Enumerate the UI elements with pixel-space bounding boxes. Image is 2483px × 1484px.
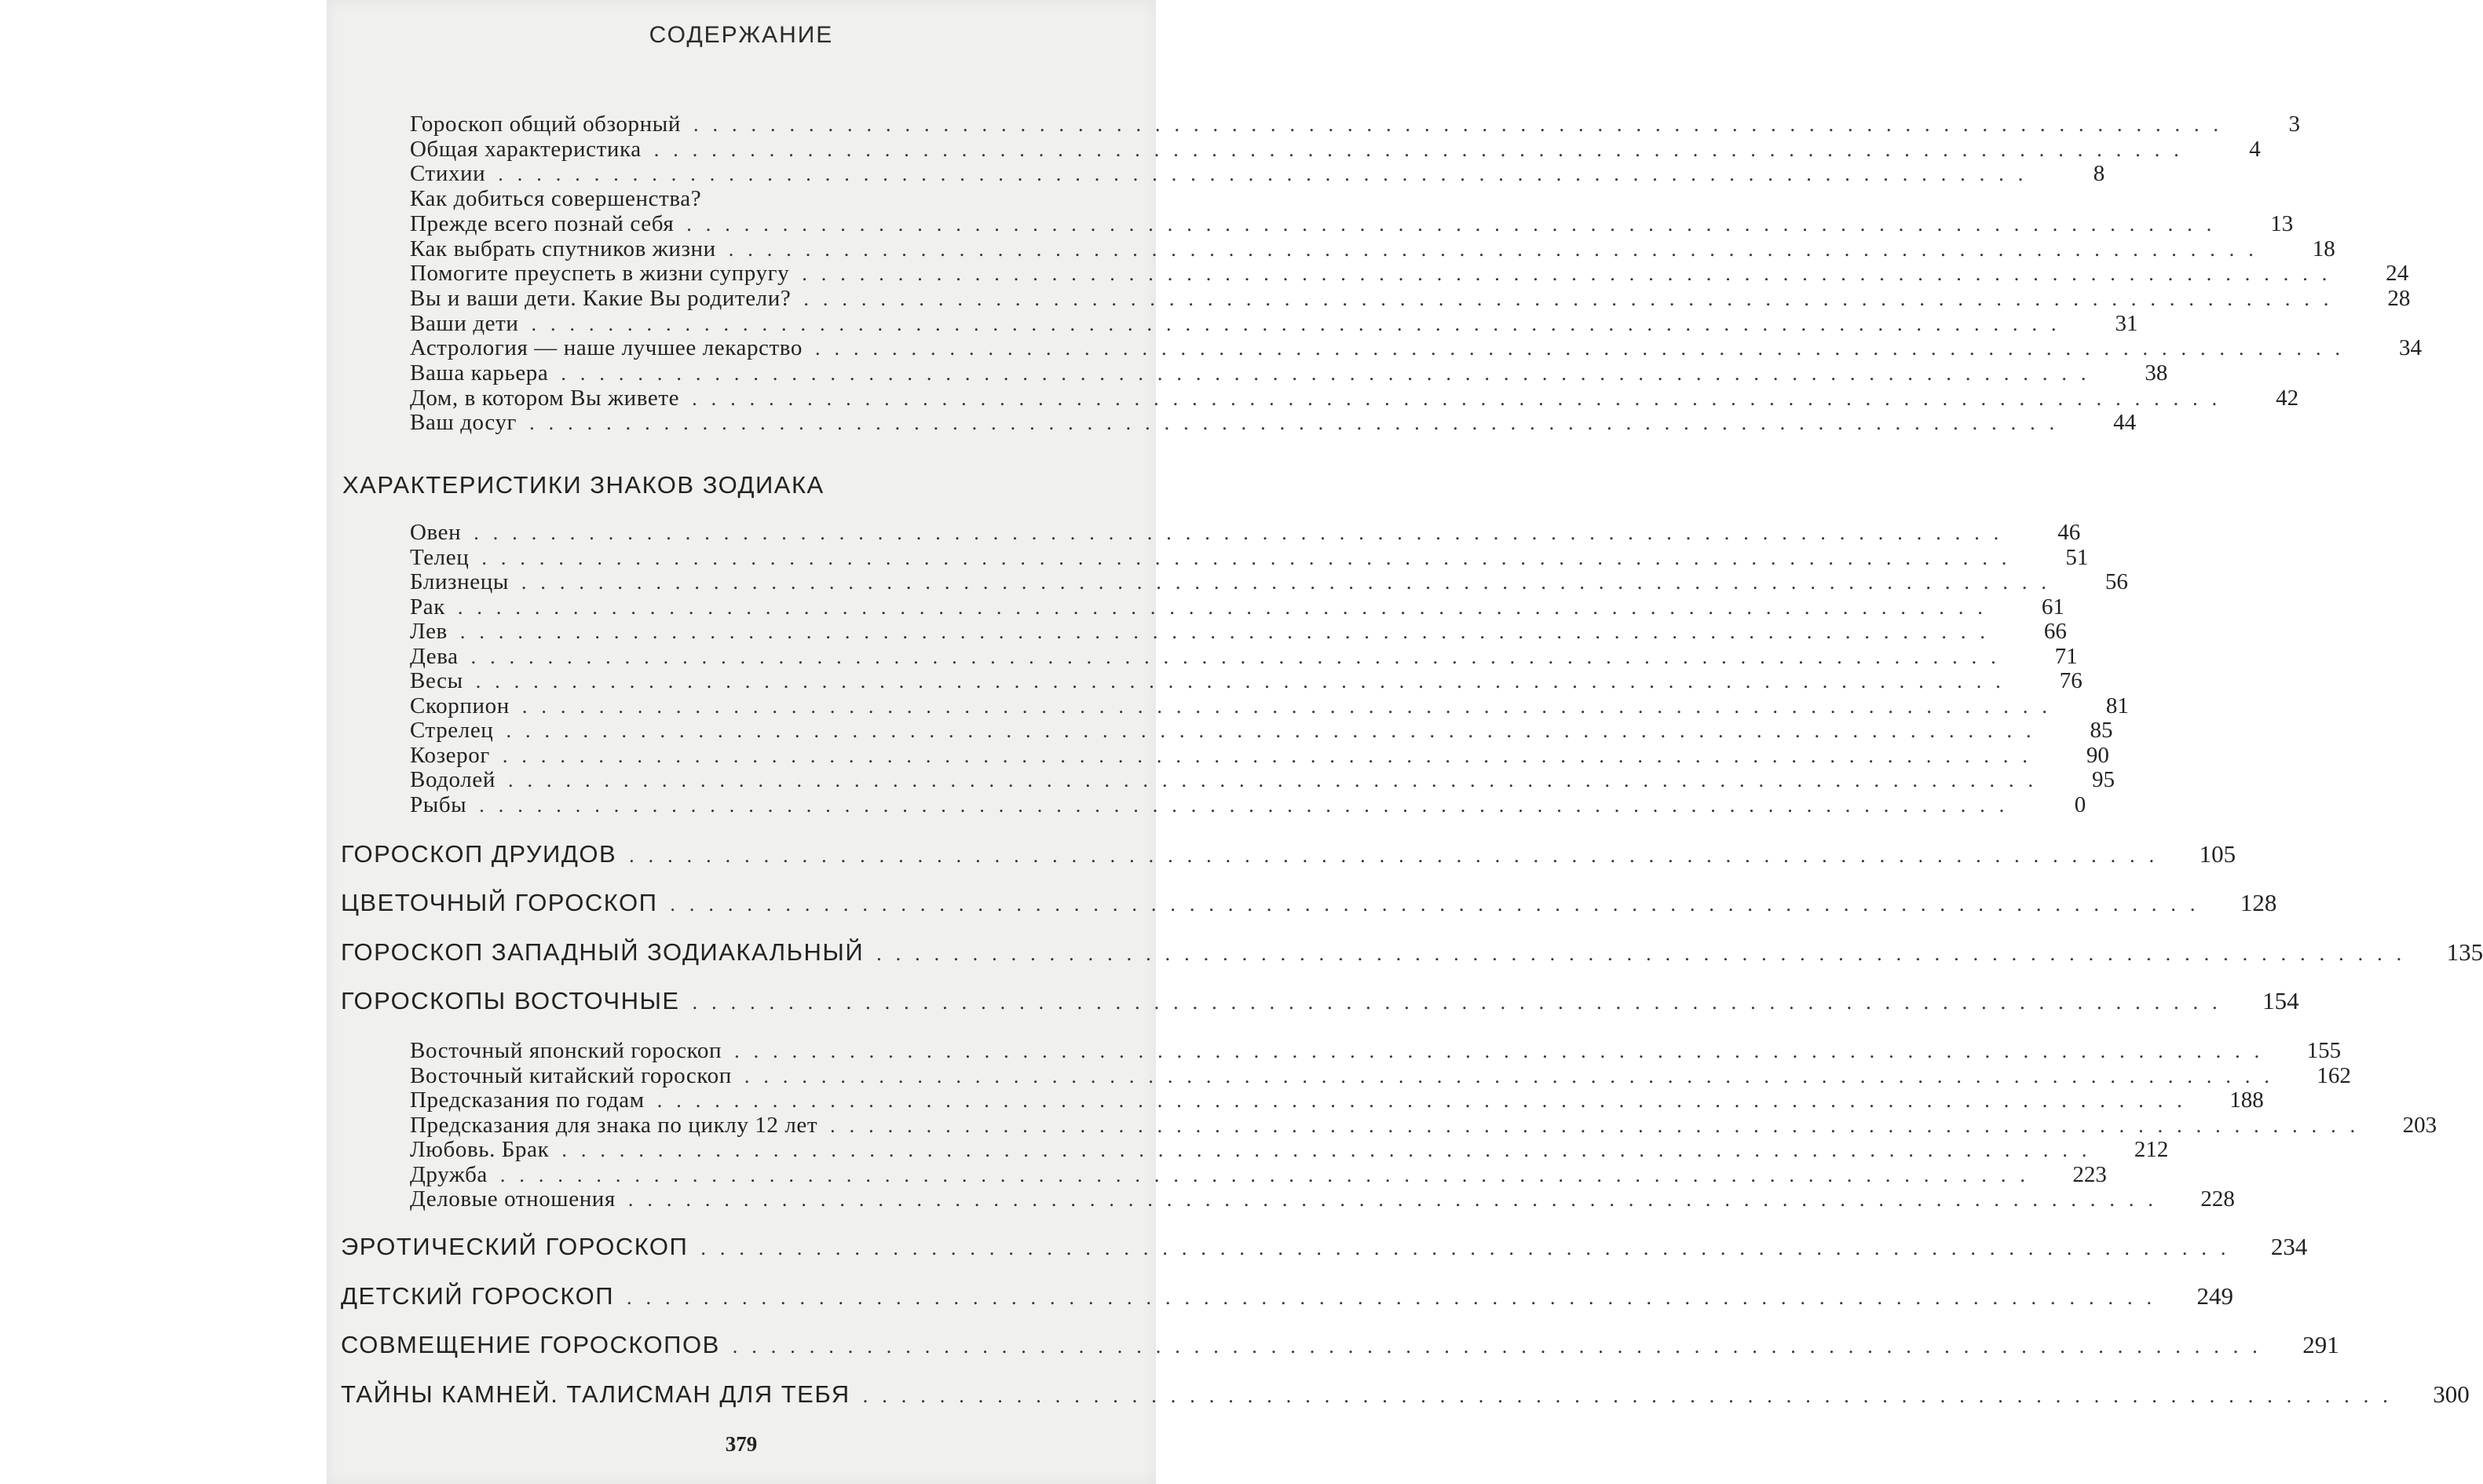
- toc-entry-page: 105: [2199, 840, 2236, 868]
- toc-entry-title: Стрелец: [410, 718, 494, 743]
- toc-entry-title: Водолей: [410, 767, 496, 792]
- dot-leader: ................................................................................: [686, 212, 2226, 236]
- toc-entry-page: 51: [2065, 544, 2089, 570]
- toc-entry: [410, 1087, 2264, 1113]
- toc-entry-title: Предсказания для знака по циклу 12 лет: [410, 1112, 818, 1138]
- dot-leader: ................................................................................: [521, 571, 2061, 594]
- toc-entry: [410, 161, 2105, 187]
- toc-entry: [410, 111, 2300, 137]
- toc-entry-title: Астрология — наше лучшее лекарство: [410, 335, 803, 361]
- toc-entry: [410, 668, 2083, 693]
- toc-entry: [410, 410, 2137, 436]
- toc-entry-page: 8: [2093, 161, 2105, 187]
- toc-entry: [410, 594, 2064, 620]
- dot-leader: ................................................................................: [728, 237, 2268, 261]
- toc-entry-page: 95: [2091, 767, 2115, 792]
- toc-entry-page: 28: [2387, 285, 2411, 311]
- toc-entry-page: 90: [2086, 742, 2109, 768]
- dot-leader: ................................................................................: [561, 362, 2101, 385]
- toc-entry-page: 76: [2059, 668, 2083, 693]
- toc-entry-title: Прежде всего познай себя: [410, 210, 675, 236]
- dot-leader: ................................................................................: [475, 670, 2015, 693]
- dot-leader: ................................................................................: [529, 411, 2069, 435]
- toc-entry: [410, 520, 2081, 545]
- dot-leader: ................................................................................: [629, 844, 2169, 867]
- toc-entry-page: 71: [2054, 643, 2078, 669]
- toc-entry-page: 155: [2306, 1038, 2342, 1063]
- toc-entry: [341, 938, 2483, 967]
- dot-leader: ................................................................................: [692, 386, 2232, 410]
- toc-entry: [410, 643, 2078, 669]
- toc-entry: [410, 261, 2409, 287]
- toc-entry-page: 135: [2446, 938, 2483, 966]
- toc-entry-page: 203: [2402, 1112, 2437, 1138]
- toc-entry-title: ГОРОСКОП ЗАПАДНЫЙ ЗОДИАКАЛЬНЫЙ: [341, 938, 865, 966]
- toc-entry-title: Как выбрать спутников жизни: [410, 236, 716, 261]
- dot-leader: ................................................................................: [830, 1113, 2370, 1137]
- toc-entry-page: 249: [2196, 1281, 2233, 1310]
- toc-entry: [410, 1137, 2169, 1162]
- toc-entry-title: ЭРОТИЧЕСКИЙ ГОРОСКОП: [341, 1233, 689, 1260]
- toc-entry-title: ДЕТСКИЙ ГОРОСКОП: [341, 1281, 614, 1310]
- dot-leader: ................................................................................: [502, 744, 2042, 767]
- dot-leader: ................................................................................: [470, 645, 2010, 668]
- toc-entry: [341, 1380, 2470, 1409]
- toc-entry: [410, 791, 2086, 817]
- toc-entry: [410, 569, 2128, 594]
- toc-entry-page: 85: [2090, 718, 2113, 743]
- dot-leader: ................................................................................: [734, 1040, 2274, 1062]
- toc-entry-title: Ваш досуг: [410, 410, 517, 436]
- toc-entry-title: Общая характеристика: [410, 136, 642, 162]
- toc-entry-title: Дружба: [410, 1161, 488, 1187]
- dot-leader: ................................................................................: [876, 941, 2416, 965]
- toc-entry: [410, 186, 1101, 211]
- toc-entry-page: 81: [2105, 693, 2129, 718]
- dot-leader: ................................................................................: [506, 719, 2046, 742]
- toc-entry-title: Любовь. Брак: [410, 1137, 550, 1162]
- toc-entry: [410, 136, 2261, 162]
- toc-entry-page: 66: [2043, 619, 2067, 644]
- toc-entry-page: 128: [2240, 889, 2277, 917]
- dot-leader: ................................................................................: [499, 1163, 2039, 1186]
- dot-leader: ................................................................................: [627, 1285, 2166, 1309]
- dot-leader: ................................................................................: [531, 312, 2071, 335]
- toc-entry-page: 31: [2115, 310, 2138, 336]
- toc-entry-title: Дом, в котором Вы живете: [410, 385, 680, 411]
- toc-entry-title: Ваши дети: [410, 310, 519, 336]
- toc-entry: [410, 1112, 2437, 1138]
- page-number: 379: [725, 1432, 758, 1456]
- dot-leader: ................................................................................: [670, 893, 2210, 916]
- toc-entry-page: 154: [2262, 986, 2299, 1014]
- toc-entry: [410, 335, 2422, 361]
- toc-entry-title: ГОРОСКОП ДРУИДОВ: [341, 840, 617, 868]
- toc-entry: [410, 767, 2115, 792]
- toc-entry-page: 24: [2386, 261, 2409, 287]
- dot-leader: ................................................................................: [507, 769, 2047, 791]
- dot-leader: ................................................................................: [474, 521, 2013, 544]
- toc-entry: [410, 310, 2138, 336]
- dot-leader: ................................................................................: [479, 793, 2019, 817]
- toc-entry-page: 4: [2249, 136, 2261, 162]
- toc-entry-page: 300: [2433, 1380, 2470, 1409]
- toc-entry-page: 162: [2317, 1062, 2351, 1088]
- toc-entry-page: 46: [2057, 520, 2081, 545]
- toc-entry-page: 291: [2302, 1331, 2339, 1359]
- dot-leader: ................................................................................: [803, 287, 2343, 310]
- dot-leader: ................................................................................: [627, 1188, 2167, 1211]
- dot-leader: ................................................................................: [815, 337, 2354, 360]
- toc-entry-page: 34: [2399, 335, 2422, 361]
- toc-entry: [341, 1331, 2339, 1359]
- toc-entry: [410, 1186, 2235, 1212]
- page-title: СОДЕРЖАНИЕ: [649, 22, 834, 48]
- dot-leader: ................................................................................: [521, 694, 2061, 718]
- toc-entry-title: ГОРОСКОПЫ ВОСТОЧНЫЕ: [341, 986, 680, 1014]
- toc-entry-title: Телец: [410, 544, 470, 570]
- toc-entry-title: Овен: [410, 520, 462, 545]
- toc-entry-title: Стихии: [410, 161, 486, 187]
- toc-entry-title: Близнецы: [410, 569, 509, 594]
- toc-entry: [410, 718, 2113, 743]
- toc-entry-title: Козерог: [410, 742, 490, 768]
- toc-entry-page: 3: [2288, 111, 2300, 137]
- toc-entry: [410, 693, 2129, 718]
- dot-leader: ................................................................................: [700, 1237, 2240, 1259]
- toc-entry-page: 56: [2105, 569, 2128, 594]
- dot-leader: ................................................................................: [862, 1384, 2402, 1408]
- toc-entry-page: 0: [2074, 791, 2086, 817]
- toc-entry-title: ТАЙНЫ КАМНЕЙ. ТАЛИСМАН ДЛЯ ТЕБЯ: [341, 1380, 850, 1409]
- toc-entry-title: Предсказания по годам: [410, 1087, 645, 1113]
- dot-leader: ................................................................................: [744, 1064, 2284, 1087]
- dot-leader: ................................................................................: [693, 113, 2233, 136]
- toc-entry: [341, 840, 2236, 868]
- toc-entry-page: 18: [2312, 236, 2335, 261]
- toc-entry-page: 228: [2200, 1186, 2235, 1212]
- toc-entry-page: 212: [2134, 1137, 2169, 1162]
- toc-entry-title: Помогите преуспеть в жизни супругу: [410, 261, 790, 287]
- toc-entry: [410, 285, 2411, 311]
- toc-entry-title: ЦВЕТОЧНЫЙ ГОРОСКОП: [341, 889, 658, 917]
- dot-leader: ................................................................................: [692, 990, 2232, 1014]
- toc-entry-title: Как добиться совершенства?: [410, 186, 702, 212]
- toc-entry-title: Деловые отношения: [410, 1186, 616, 1212]
- toc-entry-title: Дева: [410, 643, 459, 669]
- toc-entry: [341, 986, 2299, 1015]
- book-page: [327, 0, 2483, 1484]
- toc-entry-page: 61: [2041, 594, 2064, 620]
- section-heading-zodiac: ХАРАКТЕРИСТИКИ ЗНАКОВ ЗОДИАКА: [342, 471, 825, 499]
- dot-leader: ................................................................................: [561, 1139, 2101, 1161]
- toc-entry: [341, 1281, 2233, 1310]
- toc-entry: [410, 385, 2299, 411]
- toc-entry-title: СОВМЕЩЕНИЕ ГОРОСКОПОВ: [341, 1331, 720, 1359]
- toc-entry-title: Весы: [410, 668, 463, 693]
- toc-entry: [410, 1038, 2342, 1063]
- dot-leader: ................................................................................: [732, 1335, 2272, 1358]
- toc-entry-page: 44: [2113, 410, 2137, 436]
- toc-entry: [410, 236, 2335, 261]
- toc-entry-title: Скорпион: [410, 693, 510, 718]
- toc-entry: [410, 360, 2168, 386]
- toc-entry-title: Гороскоп общий обзорный: [410, 111, 681, 137]
- toc-entry-title: Ваша карьера: [410, 360, 549, 386]
- toc-entry: [410, 619, 2067, 644]
- toc-entry: [410, 1161, 2107, 1187]
- toc-entry-page: 223: [2072, 1161, 2107, 1187]
- dot-leader: ................................................................................: [457, 595, 1997, 619]
- toc-entry: [341, 1233, 2308, 1261]
- dot-leader: ................................................................................: [802, 262, 2342, 286]
- toc-entry-title: Рыбы: [410, 791, 467, 817]
- dot-leader: ................................................................................: [498, 163, 2038, 186]
- toc-entry-page: 42: [2276, 385, 2299, 411]
- toc-entry: [410, 1062, 2351, 1088]
- toc-entry: [410, 210, 2294, 236]
- dot-leader: ................................................................................: [656, 1089, 2196, 1112]
- toc-entry-page: 188: [2229, 1087, 2264, 1113]
- toc-entry-title: Рак: [410, 594, 445, 620]
- toc-entry-page: 234: [2270, 1233, 2308, 1260]
- toc-entry-page: 38: [2145, 360, 2168, 386]
- toc-entry-title: Лев: [410, 619, 448, 644]
- toc-entry: [410, 544, 2089, 570]
- toc-entry: [341, 889, 2277, 917]
- toc-entry-page: 13: [2270, 210, 2294, 236]
- toc-entry-title: Восточный китайский гороскоп: [410, 1062, 732, 1088]
- dot-leader: ................................................................................: [481, 546, 2021, 569]
- toc-entry-title: Вы и ваши дети. Какие Вы родители?: [410, 285, 792, 311]
- toc-entry: [410, 742, 2109, 768]
- dot-leader: ................................................................................: [653, 137, 2193, 161]
- dot-leader: ................................................................................: [459, 620, 1999, 643]
- toc-entry-title: Восточный японский гороскоп: [410, 1038, 722, 1063]
